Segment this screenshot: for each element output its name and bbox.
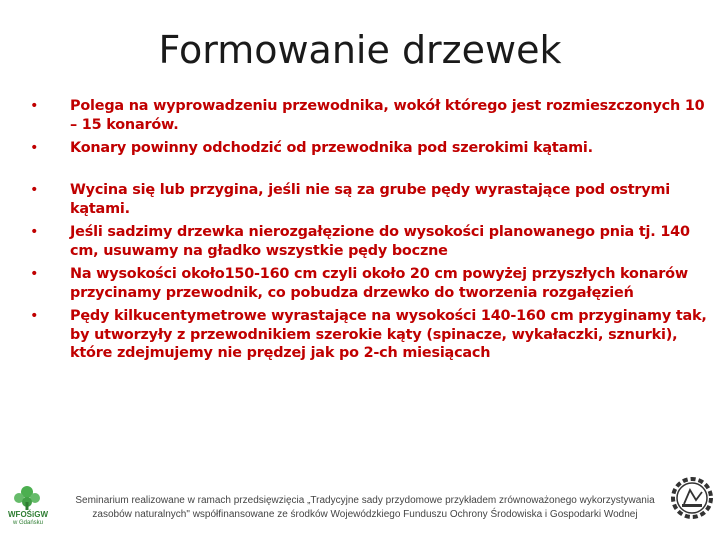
bullet-text: Wycina się lub przygina, jeśli nie są za grube pędy wyrastające pod ostrymi kątami.	[70, 182, 671, 217]
slide-title: Formowanie drzewek	[158, 28, 562, 72]
bullet-item	[30, 265, 714, 302]
bullet-marker: •	[30, 266, 39, 282]
bullet-marker: •	[30, 140, 39, 156]
bullet-marker: •	[30, 98, 39, 114]
bullet-list-1	[30, 97, 714, 158]
bullet-marker: •	[30, 308, 39, 324]
bullet-list-2	[30, 181, 714, 363]
bullet-item	[30, 307, 714, 363]
bullet-text: Na wysokości około150-160 cm czyli około 20 cm powyżej przyszłych konarów przycinamy przewodnik, co pobudza drzewko do tworzenia rozgałęzień	[70, 266, 688, 301]
gear-emblem-icon	[666, 470, 718, 526]
bullet-item	[30, 139, 714, 158]
footer-text: Seminarium realizowane w ramach przedsięwzięcia „Tradycyjne sady przydomowe przykładem zrównoważonego wykorzystywania zasobów naturalnych" współfinansowane ze środków Wojewódzkiego Funduszu Ochrony Środowiska i Gospodarki Wodnej	[75, 495, 655, 520]
bullet-marker: •	[30, 224, 39, 240]
bullet-text: Pędy kilkucentymetrowe wyrastające na wysokości 140-160 cm przyginamy tak, by utworzyły z przewodnikiem szerokie kąty (spinacze, wykałaczki, sznurki), które zdejmujemy nie prędzej jak po 2-ch miesiącach	[70, 308, 707, 361]
logo-left-sub: w Gdańsku	[12, 520, 43, 526]
bullet-text: Jeśli sadzimy drzewka nierozgałęzione do wysokości planowanego pnia tj. 140 cm, usuwamy na gładko wszystkie pędy boczne	[70, 224, 690, 259]
bullet-marker: •	[30, 182, 39, 198]
bullet-text: Polega na wyprowadzeniu przewodnika, wokół którego jest rozmieszczonych 10 – 15 konarów.	[70, 98, 705, 133]
bullet-item	[30, 223, 714, 260]
logo-left-name: WFOŚiGW	[8, 510, 48, 519]
bullet-item	[30, 181, 714, 218]
bullet-text: Konary powinny odchodzić od przewodnika pod szerokimi kątami.	[70, 140, 593, 156]
bullet-item	[30, 97, 714, 134]
